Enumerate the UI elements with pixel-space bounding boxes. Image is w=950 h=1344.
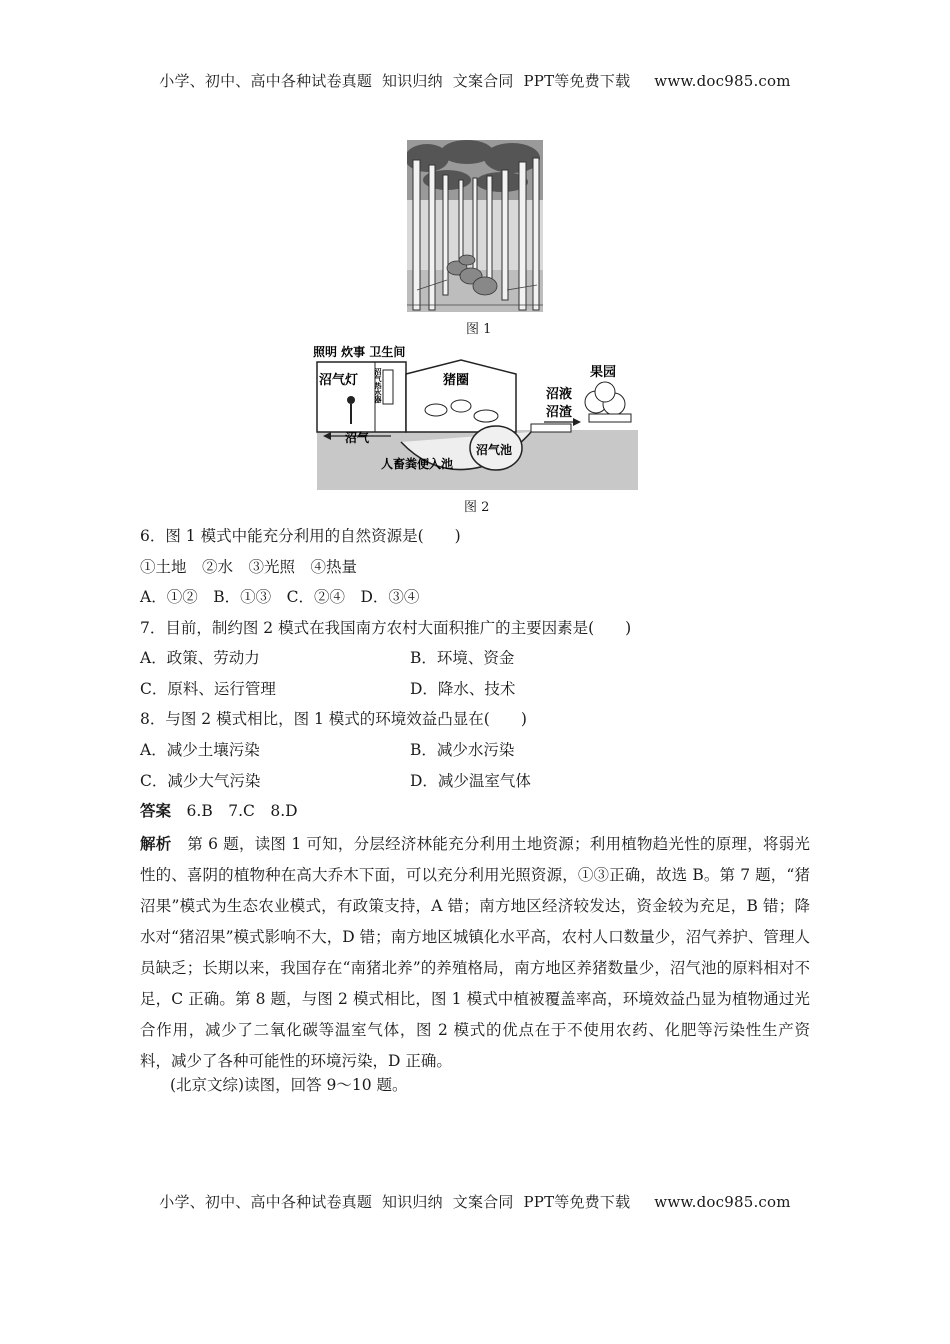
label-lighting: 照明 炊事 卫生间 (313, 345, 406, 359)
analysis-text: 第 6 题，读图 1 可知，分层经济林能充分利用土地资源；利用植物趋光性的原理，将弱光性的、喜阴的植物种在高大乔木下面，可以充分利用光照资源，①③正确，故选 B。第 7 题，“猪沼果”模式为生态农业模式，有政策支持，A 错；南方地区经济较发达，资金较为充足，B 错；降水对“猪沼果”模式影响不大，D 错；南方地区城镇化水平高，农村人口数量少，沼气养护、管理人员缺乏；长期以来，我国存在“南猪北养”的养殖格局，南方地区养猪数量少，沼气池的原料相对不足，C 正确。第 8 题，与图 2 模式相比，图 1 模式中植被覆盖率高，环境效益凸显为植物通过光合作用，减少了二氧化碳等温室气体，图 2 模式的优点在于不使用农药、化肥等污染性生产资料，减少了各种可能性的环境污染，D 正确。 (140, 835, 810, 1070)
label-biogas: 沼气 (345, 431, 370, 445)
label-orchard: 果园 (590, 365, 617, 380)
q8-option-c: C．减少大气污染 (140, 772, 261, 790)
q8-option-b: B．减少水污染 (410, 741, 515, 759)
q7-option-b: B．环境、资金 (410, 649, 515, 667)
q6-items: ①土地 ②水 ③光照 ④热量 (140, 558, 358, 576)
figure-1-forest-illustration (407, 140, 543, 312)
header-text: 小学、初中、高中各种试卷真题 知识归纳 文案合同 PPT等免费下载 (159, 72, 631, 90)
label-pigsty: 猪圈 (443, 373, 470, 388)
q6-stem: 6．图 1 模式中能充分利用的自然资源是( ) (140, 527, 461, 545)
header-url: www.doc985.com (654, 72, 791, 90)
q7-option-a: A．政策、劳动力 (140, 649, 260, 667)
footer-text: 小学、初中、高中各种试卷真题 知识归纳 文案合同 PPT等免费下载 (159, 1193, 631, 1211)
label-manure-inlet: 人畜粪便入池 (381, 457, 454, 471)
q8-option-a: A．减少土壤污染 (140, 741, 260, 759)
q7-option-c: C．原料、运行管理 (140, 680, 276, 698)
answer-line (140, 799, 298, 821)
q7-stem: 7．目前，制约图 2 模式在我国南方农村大面积推广的主要因素是( ) (140, 619, 632, 637)
q8-stem: 8．与图 2 模式相比，图 1 模式的环境效益凸显在( ) (140, 710, 527, 728)
label-biogas-lamp: 沼气灯 (319, 373, 359, 388)
figure-2-caption: 图 2 (464, 500, 490, 515)
q6-options: A．①② B．①③ C．②④ D．③④ (140, 588, 420, 606)
analysis-label: 解析 (140, 834, 172, 853)
footer-url: www.doc985.com (654, 1193, 791, 1211)
answer-value: 6.B 7.C 8.D (186, 802, 298, 820)
analysis-paragraph (140, 828, 810, 1077)
page-header (0, 70, 950, 91)
q7-option-d: D．降水、技术 (410, 680, 516, 698)
q8-option-d: D．减少温室气体 (410, 772, 531, 790)
label-biogas-tank: 沼气池 (476, 443, 513, 457)
page-footer (0, 1191, 950, 1212)
label-biogas-liquid: 沼液 (546, 387, 573, 402)
answer-label: 答案 (140, 801, 172, 820)
figure-1-caption: 图 1 (466, 322, 492, 337)
label-biogas-heater: 沼气热水器 (374, 368, 382, 403)
pigsty-building (406, 360, 516, 432)
next-question-intro: (北京文综)读图，回答 9～10 题。 (170, 1076, 408, 1094)
figure-2-biogas-diagram (311, 344, 638, 490)
label-biogas-residue: 沼渣 (546, 405, 573, 420)
